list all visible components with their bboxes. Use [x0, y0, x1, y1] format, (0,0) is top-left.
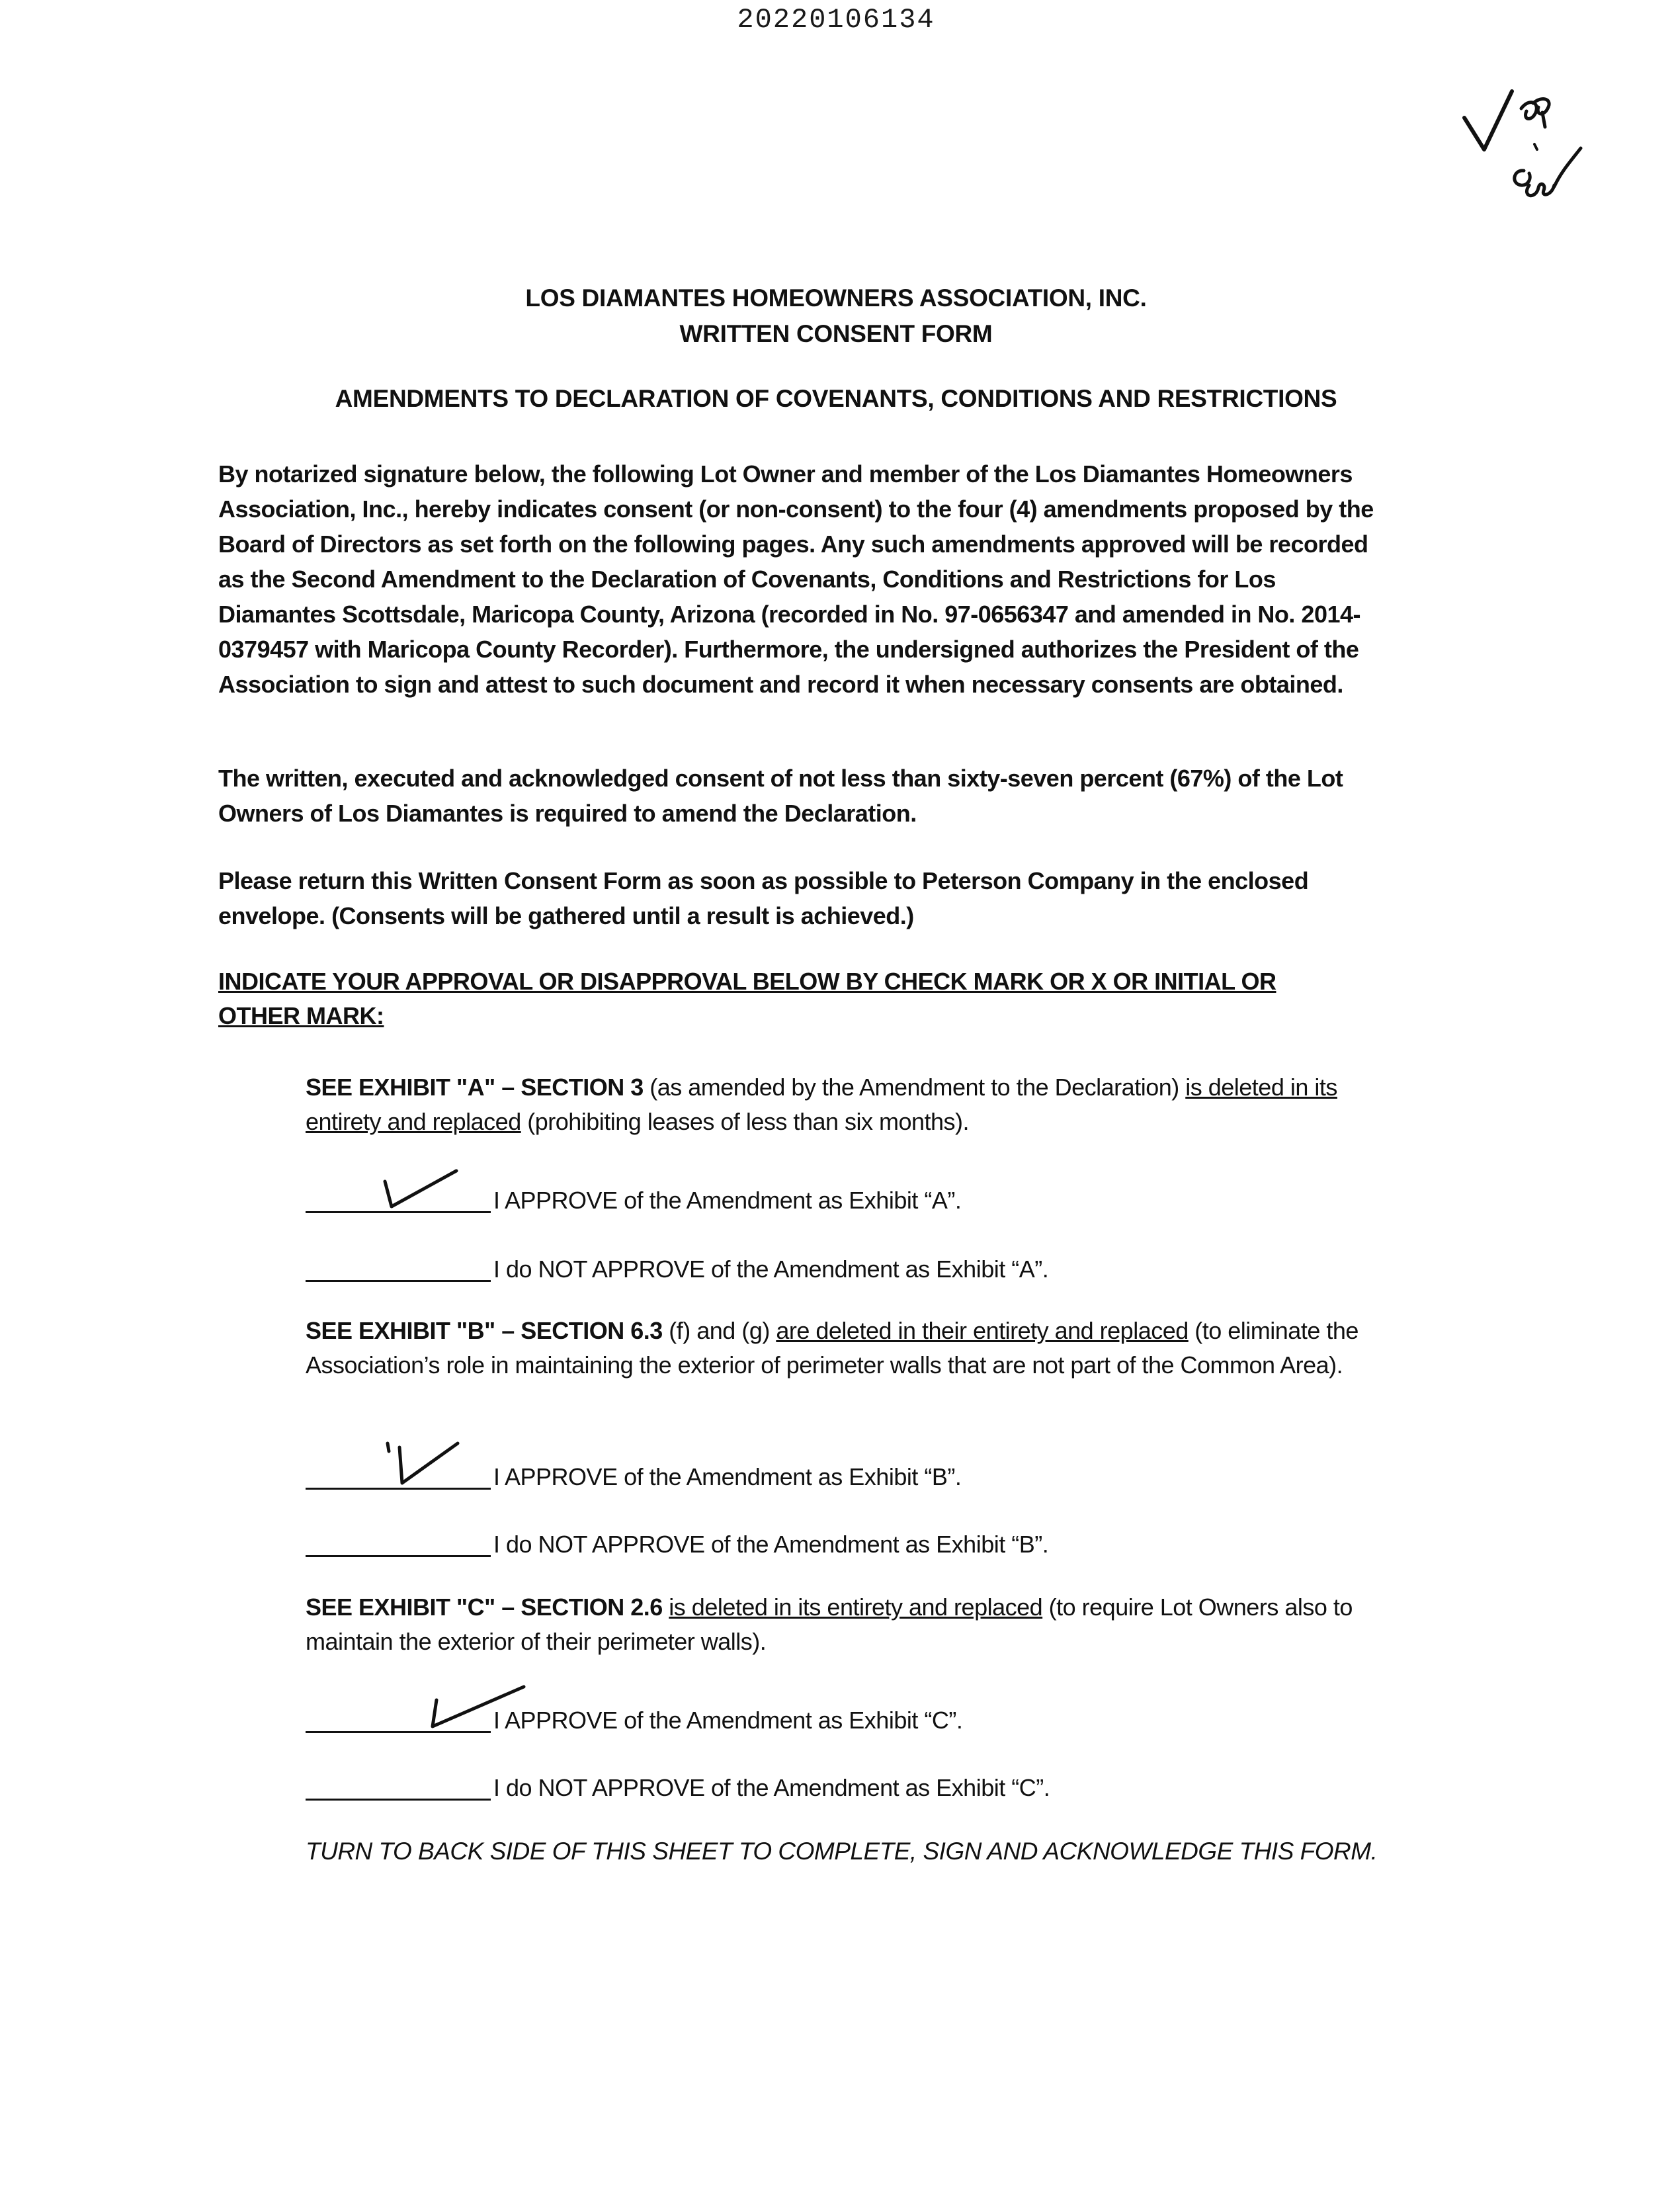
- exhibit-label: SEE EXHIBIT "C" – SECTION 2.6: [306, 1594, 663, 1621]
- exhibit-text-after: (to eliminate the Association’s role in maintaining the exterior of perimeter walls that are not part of the Common Area).: [306, 1317, 1358, 1379]
- exhibit-underlined-text: is deleted in its entirety and replaced: [306, 1074, 1337, 1135]
- exhibit-label: SEE EXHIBIT "B" – SECTION 6.3: [306, 1317, 663, 1344]
- recording-number: 20220106134: [737, 4, 935, 36]
- disapprove-mark-line[interactable]: [306, 1555, 491, 1557]
- exhibit-text-after: (to require Lot Owners also to maintain the exterior of their perimeter walls).: [306, 1594, 1353, 1655]
- exhibit-underlined-text: are deleted in their entirety and replaced: [776, 1317, 1189, 1344]
- exhibit-b-description: [306, 1314, 1397, 1382]
- approve-label: I APPROVE of the Amendment as Exhibit “B”.: [493, 1463, 962, 1490]
- disapprove-mark-line[interactable]: [306, 1799, 491, 1801]
- approve-label: I APPROVE of the Amendment as Exhibit “A”.: [493, 1187, 962, 1214]
- document-subject: AMENDMENTS TO DECLARATION OF COVENANTS, CONDITIONS AND RESTRICTIONS: [335, 385, 1337, 412]
- check-mark-icon: [378, 1167, 464, 1213]
- consent-paragraph: By notarized signature below, the following Lot Owner and member of the Los Diamantes Homeowners Association, Inc., hereby indicates consent (or non-consent) to the four (4) amendments proposed by the Board of Directors as set forth on the following pages. Any such amendments approved will be recorded as the Second Amendment to the Declaration of Covenants, Conditions and Restrictions for Los Diamantes Scottsdale, Maricopa County, Arizona (recorded in No. 97-0656347 and amended in No. 2014-0379457 with Maricopa County Recorder). Furthermore, the undersigned authorizes the President of the Association to sign and attest to such document and record it when necessary consents are obtained.: [218, 460, 1374, 698]
- disapprove-label: I do NOT APPROVE of the Amendment as Exhibit “C”.: [493, 1774, 1050, 1801]
- exhibit-text-before: (f) and (g): [662, 1317, 776, 1344]
- exhibit-text-before: [663, 1594, 669, 1621]
- exhibit-c-description: [306, 1590, 1397, 1659]
- voting-instruction: INDICATE YOUR APPROVAL OR DISAPPROVAL BELOW BY CHECK MARK OR X OR INITIAL OR OTHER MARK:: [218, 968, 1276, 1029]
- approve-label: I APPROVE of the Amendment as Exhibit “C”.: [493, 1707, 963, 1734]
- exhibit-underlined-text: is deleted in its entirety and replaced: [669, 1594, 1043, 1621]
- exhibit-label: SEE EXHIBIT "A" – SECTION 3: [306, 1074, 644, 1101]
- exhibit-c-approve-row[interactable]: [306, 1699, 1232, 1738]
- exhibit-text-after: (prohibiting leases of less than six months).: [521, 1108, 970, 1135]
- exhibit-a-disapprove-row[interactable]: [306, 1248, 1232, 1287]
- return-instructions-paragraph: Please return this Written Consent Form as soon as possible to Peterson Company in the enclosed envelope. (Consents will be gathered until a result is achieved.): [218, 867, 1309, 929]
- disapprove-label: I do NOT APPROVE of the Amendment as Exhibit “B”.: [493, 1531, 1049, 1558]
- turn-page-note: TURN TO BACK SIDE OF THIS SHEET TO COMPLETE, SIGN AND ACKNOWLEDGE THIS FORM.: [306, 1838, 1378, 1865]
- exhibit-c-disapprove-row[interactable]: [306, 1766, 1232, 1806]
- check-mark-icon: [385, 1437, 471, 1490]
- disapprove-label: I do NOT APPROVE of the Amendment as Exhibit “A”.: [493, 1255, 1049, 1283]
- form-title: WRITTEN CONSENT FORM: [679, 320, 993, 347]
- exhibit-b-approve-row[interactable]: [306, 1455, 1232, 1495]
- exhibit-a-description: [306, 1070, 1397, 1139]
- disapprove-mark-line[interactable]: [306, 1280, 491, 1282]
- handwritten-check-mark-icon: [1455, 86, 1587, 218]
- required-consent-paragraph: The written, executed and acknowledged consent of not less than sixty-seven percent (67%) of the Lot Owners of Los Diamantes is required to amend the Declaration.: [218, 765, 1343, 827]
- org-name: LOS DIAMANTES HOMEOWNERS ASSOCIATION, INC.: [525, 284, 1147, 312]
- exhibit-b-disapprove-row[interactable]: [306, 1523, 1232, 1562]
- exhibit-a-approve-row[interactable]: [306, 1179, 1232, 1218]
- exhibit-text-before: (as amended by the Amendment to the Declaration): [643, 1074, 1186, 1101]
